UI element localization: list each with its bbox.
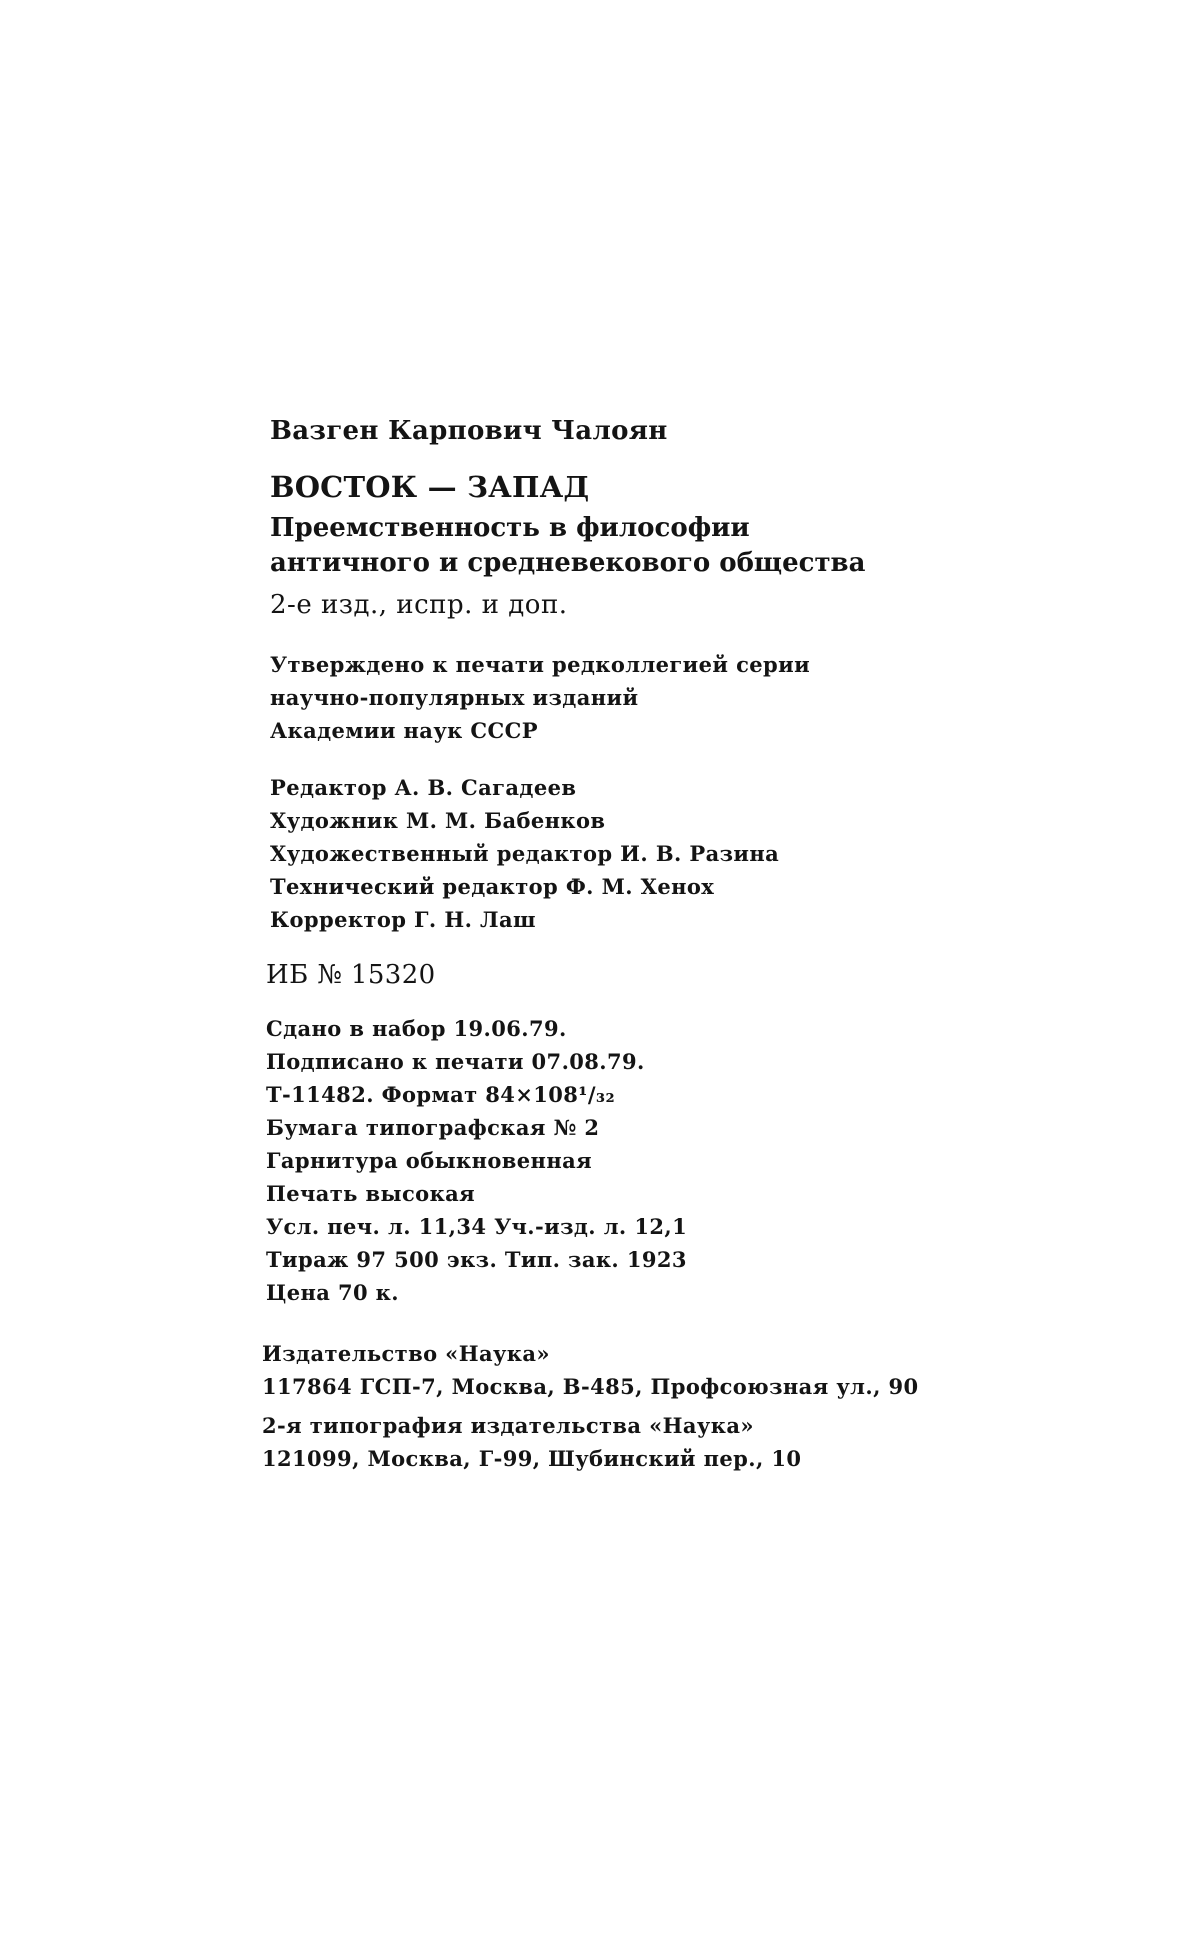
ib-number: ИБ № 15320 — [266, 960, 436, 990]
print-detail-format: Т-11482. Формат 84×108¹/₃₂ — [266, 1082, 616, 1107]
edition-note: 2-е изд., испр. и доп. — [270, 590, 568, 620]
print-detail-circulation: Тираж 97 500 экз. Тип. зак. 1923 — [266, 1247, 687, 1272]
print-detail-signed: Подписано к печати 07.08.79. — [266, 1049, 645, 1074]
book-title: ВОСТОК — ЗАПАД — [270, 470, 590, 504]
credit-artist: Художник М. М. Бабенков — [270, 808, 606, 833]
approval-line-3: Академии наук СССР — [270, 718, 538, 743]
printer-info — [262, 1415, 982, 1469]
approval-line-2: научно-популярных изданий — [270, 685, 639, 710]
print-detail-price: Цена 70 к. — [266, 1280, 399, 1305]
print-detail-typeface: Гарнитура обыкновенная — [266, 1148, 593, 1173]
credit-editor: Редактор А. В. Сагадеев — [270, 775, 577, 800]
colophon — [262, 418, 982, 1469]
book-subtitle-line-2: античного и средневекового общества — [270, 548, 866, 578]
print-detail-printing: Печать высокая — [266, 1181, 476, 1206]
staff-credits — [262, 777, 982, 930]
credit-art-editor: Художественный редактор И. В. Разина — [270, 841, 780, 866]
print-detail-submitted: Сдано в набор 19.06.79. — [266, 1016, 567, 1041]
print-detail-paper: Бумага типографская № 2 — [266, 1115, 600, 1140]
credit-proofreader: Корректор Г. Н. Лаш — [270, 907, 536, 932]
print-detail-sheets: Усл. печ. л. 11,34 Уч.-изд. л. 12,1 — [266, 1214, 688, 1239]
printer-name: 2-я типография издательства «Наука» — [262, 1413, 754, 1438]
approval-line-1: Утверждено к печати редколлегией серии — [270, 652, 811, 677]
book-subtitle-line-1: Преемственность в философии — [270, 513, 750, 543]
credit-technical-editor: Технический редактор Ф. М. Хенох — [270, 874, 715, 899]
publisher-address: 117864 ГСП-7, Москва, В-485, Профсоюзная ул., 90 — [262, 1374, 919, 1399]
printer-address: 121099, Москва, Г-99, Шубинский пер., 10 — [262, 1446, 802, 1471]
author-name: Вазген Карпович Чалоян — [270, 416, 668, 446]
approval-block — [262, 654, 982, 741]
publisher-name: Издательство «Наука» — [262, 1341, 550, 1366]
publisher-info — [262, 1343, 982, 1397]
print-details — [262, 1018, 982, 1303]
